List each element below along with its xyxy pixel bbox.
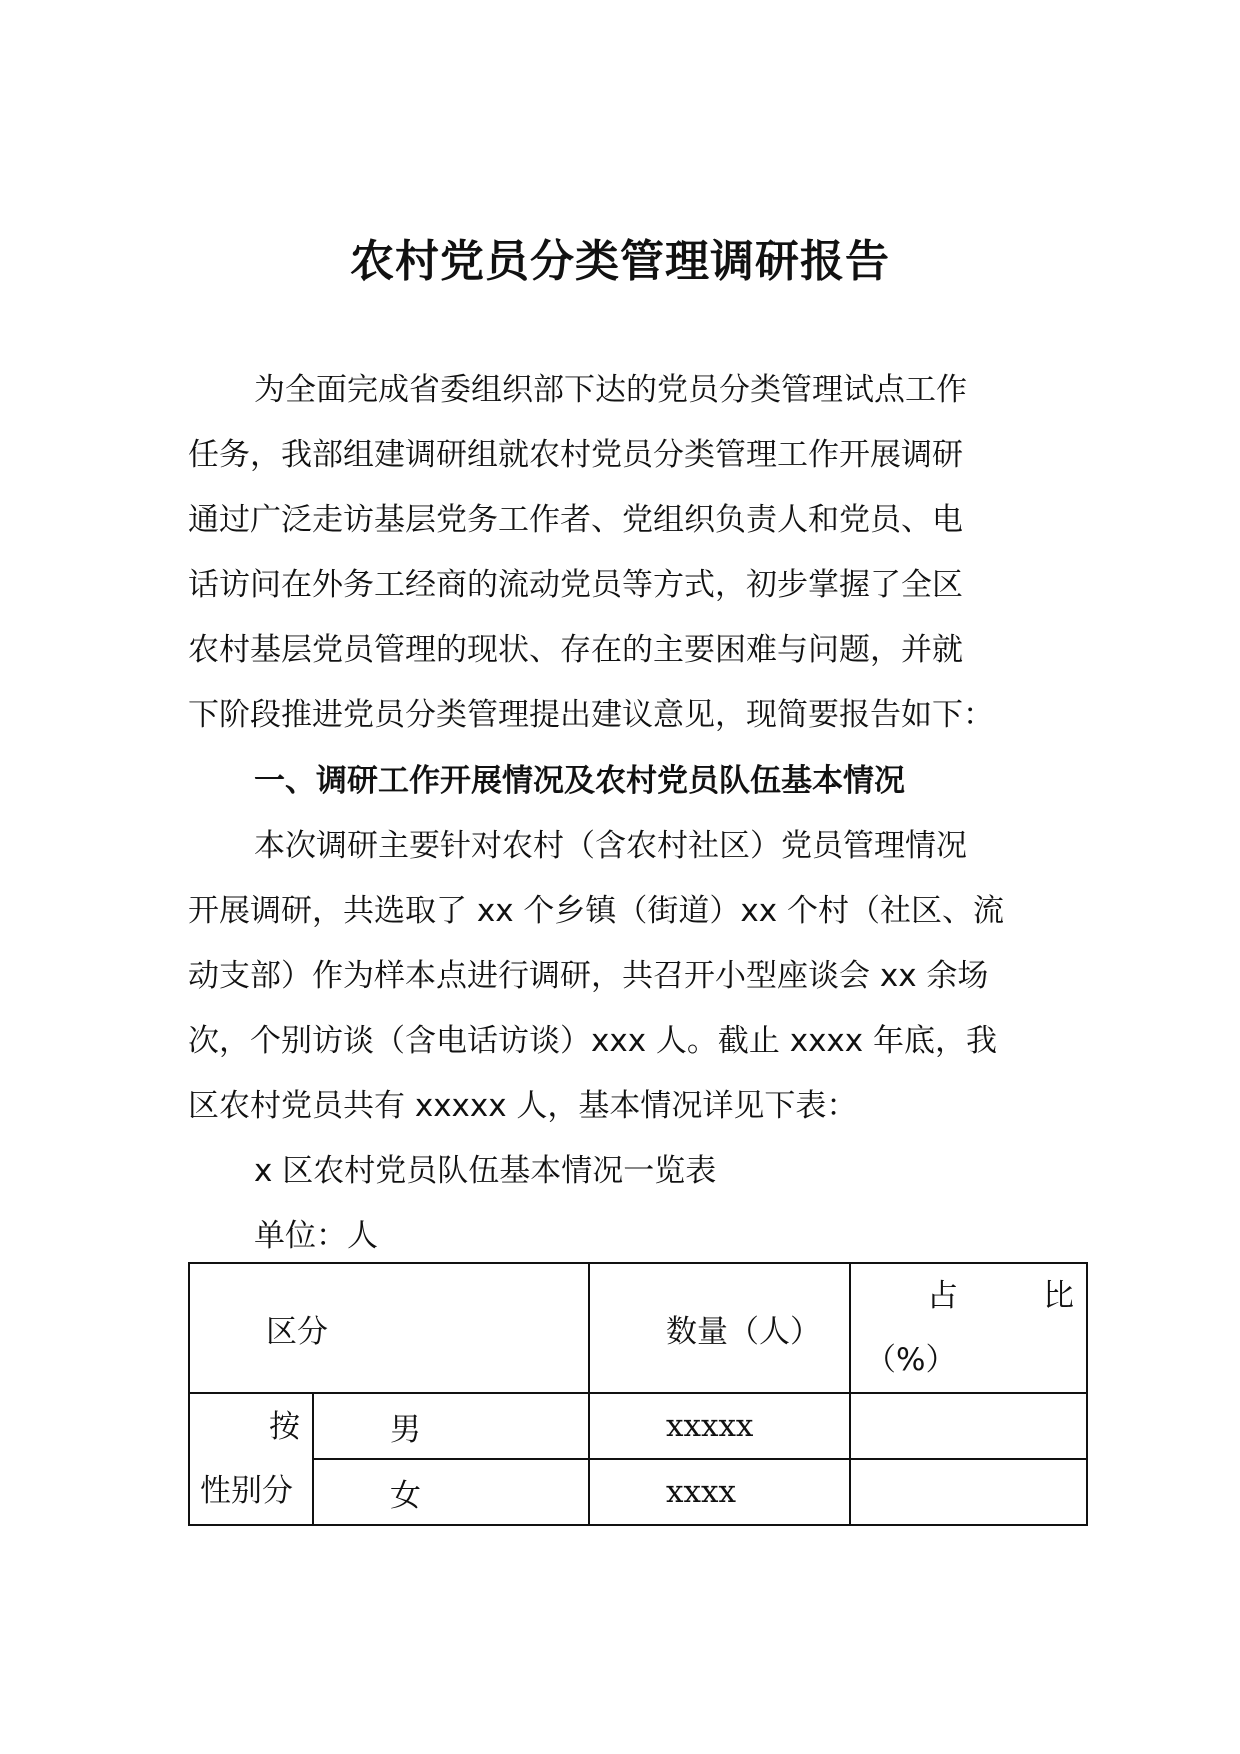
header-count: 数量（人） bbox=[589, 1263, 850, 1393]
page-title: 农村党员分类管理调研报告 bbox=[350, 236, 890, 287]
row-ratio bbox=[850, 1393, 1087, 1459]
group-label-a: 按 bbox=[269, 1409, 300, 1445]
row-label: 女 bbox=[313, 1459, 589, 1525]
section1-line: 开展调研，共选取了 xx 个乡镇（街道）xx 个村（社区、流 bbox=[188, 893, 1004, 929]
section1-line: 次，个别访谈（含电话访谈）xxx 人。截止 xxxx 年底，我 bbox=[188, 1023, 997, 1059]
section-heading: 一、调研工作开展情况及农村党员队伍基本情况 bbox=[254, 763, 905, 799]
table-row bbox=[189, 1393, 1087, 1459]
header-ratio-a: 占 bbox=[927, 1278, 958, 1314]
header-ratio-c: （%） bbox=[865, 1342, 957, 1378]
stats-table bbox=[188, 1262, 1088, 1526]
table-caption: x 区农村党员队伍基本情况一览表 bbox=[254, 1153, 717, 1189]
intro-line: 话访问在外务工经商的流动党员等方式，初步掌握了全区 bbox=[188, 567, 963, 603]
intro-line: 下阶段推进党员分类管理提出建议意见，现简要报告如下： bbox=[188, 697, 994, 733]
row-count: xxxx bbox=[589, 1459, 850, 1525]
intro-line: 农村基层党员管理的现状、存在的主要困难与问题，并就 bbox=[188, 632, 963, 668]
section1-line: 本次调研主要针对农村（含农村社区）党员管理情况 bbox=[254, 828, 967, 864]
header-category: 区分 bbox=[189, 1263, 589, 1393]
section1-paragraph bbox=[188, 814, 1058, 1139]
header-ratio-b: 比 bbox=[1043, 1278, 1074, 1314]
table-header-row bbox=[189, 1263, 1087, 1393]
section1-line: 区农村党员共有 xxxxx 人，基本情况详见下表： bbox=[188, 1088, 858, 1124]
header-ratio bbox=[850, 1263, 1087, 1393]
row-count: xxxxx bbox=[589, 1393, 850, 1459]
group-label-b: 性别分 bbox=[200, 1473, 293, 1509]
unit-label: 单位：人 bbox=[254, 1218, 378, 1254]
intro-line: 通过广泛走访基层党务工作者、党组织负责人和党员、电 bbox=[188, 502, 963, 538]
group-cell bbox=[189, 1393, 313, 1525]
section1-line: 动支部）作为样本点进行调研，共召开小型座谈会 xx 余场 bbox=[188, 958, 989, 994]
table-row bbox=[189, 1459, 1087, 1525]
intro-line: 任务，我部组建调研组就农村党员分类管理工作开展调研 bbox=[188, 437, 963, 473]
row-ratio bbox=[850, 1459, 1087, 1525]
intro-line: 为全面完成省委组织部下达的党员分类管理试点工作 bbox=[254, 372, 967, 408]
row-label: 男 bbox=[313, 1393, 589, 1459]
intro-paragraph bbox=[188, 358, 1058, 748]
